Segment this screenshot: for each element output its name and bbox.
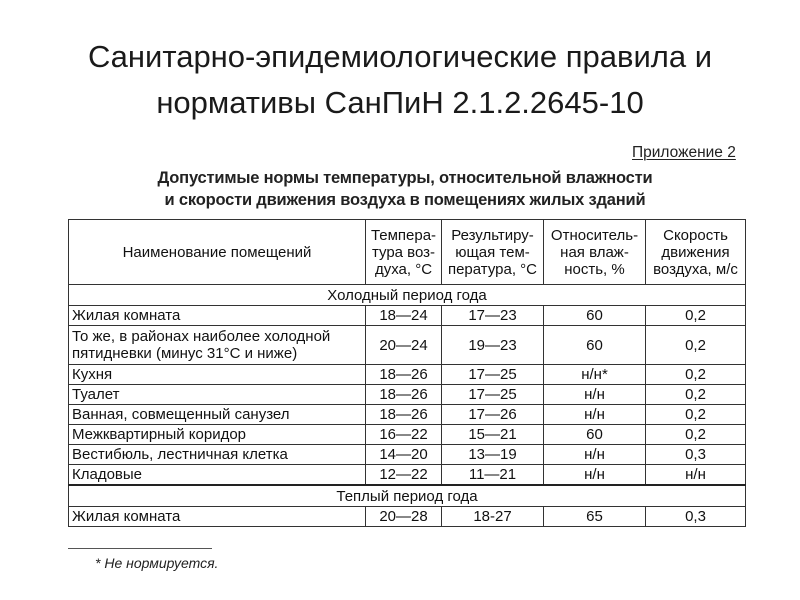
room-name: Жилая комната: [69, 507, 366, 527]
result-temp-value: 17—25: [442, 385, 544, 405]
air-speed-value: 0,2: [646, 405, 746, 425]
air-temp-value: 20—28: [366, 507, 442, 527]
air-temp-value: 12—22: [366, 465, 442, 486]
table-title: [60, 167, 750, 211]
air-speed-value: 0,2: [646, 306, 746, 326]
humidity-value: н/н: [544, 445, 646, 465]
result-temp-value: 13—19: [442, 445, 544, 465]
table-row: [69, 326, 746, 365]
header-air-speed-line: движения: [661, 243, 730, 261]
air-speed-value: 0,2: [646, 326, 746, 365]
header-humidity-line: ность, %: [564, 260, 625, 278]
table-row: [69, 365, 746, 385]
humidity-value: 60: [544, 306, 646, 326]
table-row: [69, 405, 746, 425]
period-label-cold: Холодный период года: [69, 285, 746, 306]
table-header-row: [69, 220, 746, 285]
table-row: [69, 306, 746, 326]
header-humidity-line: Относитель-: [550, 226, 639, 244]
room-name: Межквартирный коридор: [69, 425, 366, 445]
result-temp-value: 18-27: [442, 507, 544, 527]
air-temp-value: 18—26: [366, 385, 442, 405]
air-temp-value: 20—24: [366, 326, 442, 365]
room-name: Туалет: [69, 385, 366, 405]
period-row-cold: [69, 285, 746, 306]
table-row: [69, 465, 746, 486]
room-name: [69, 326, 366, 365]
table-title-line-1: Допустимые нормы температуры, относительной влажности: [157, 169, 653, 187]
humidity-value: н/н: [544, 385, 646, 405]
footnote-divider: [68, 548, 212, 549]
room-name-line: То же, в районах наиболее холодной: [72, 328, 331, 345]
humidity-value: н/н: [544, 465, 646, 486]
header-air-speed: [646, 220, 746, 285]
room-name: Кладовые: [69, 465, 366, 486]
air-temp-value: 18—24: [366, 306, 442, 326]
header-air-speed-line: воздуха, м/с: [653, 260, 738, 278]
air-speed-value: 0,2: [646, 425, 746, 445]
humidity-value: 60: [544, 326, 646, 365]
room-name: Ванная, совмещенный санузел: [69, 405, 366, 425]
result-temp-value: 19—23: [442, 326, 544, 365]
period-row-warm: [69, 485, 746, 507]
header-air-temp-line: Темпера-: [370, 226, 437, 244]
slide-title: [0, 34, 800, 126]
header-humidity: [544, 220, 646, 285]
result-temp-value: 17—26: [442, 405, 544, 425]
result-temp-value: 15—21: [442, 425, 544, 445]
header-result-temp: [442, 220, 544, 285]
air-speed-value: 0,2: [646, 365, 746, 385]
air-speed-value: 0,3: [646, 507, 746, 527]
result-temp-value: 11—21: [442, 465, 544, 486]
air-temp-value: 14—20: [366, 445, 442, 465]
header-air-temp-line: тура воз-: [371, 243, 436, 261]
norms-table: [68, 219, 746, 527]
slide-title-line-1: Санитарно-эпидемиологические правила и: [87, 39, 713, 74]
air-temp-value: 16—22: [366, 425, 442, 445]
table-row: [69, 507, 746, 527]
table-row: [69, 385, 746, 405]
header-result-temp-line: Результиру-: [451, 226, 534, 244]
humidity-value: 60: [544, 425, 646, 445]
footnote: * Не нормируется.: [95, 555, 219, 571]
appendix-label: Приложение 2: [632, 144, 736, 161]
air-speed-value: 0,2: [646, 385, 746, 405]
air-speed-value: 0,3: [646, 445, 746, 465]
air-temp-value: 18—26: [366, 405, 442, 425]
humidity-value: н/н: [544, 405, 646, 425]
header-air-speed-line: Скорость: [663, 226, 728, 244]
table-row: [69, 425, 746, 445]
table-title-line-2: и скорости движения воздуха в помещениях жилых зданий: [164, 191, 646, 209]
room-name: Кухня: [69, 365, 366, 385]
room-name-line: пятидневки (минус 31°С и ниже): [72, 345, 298, 362]
header-result-temp-line: ющая тем-: [455, 243, 530, 261]
humidity-value: 65: [544, 507, 646, 527]
header-result-temp-line: пература, °С: [447, 260, 538, 278]
header-air-temp: [366, 220, 442, 285]
result-temp-value: 17—25: [442, 365, 544, 385]
air-speed-value: н/н: [646, 465, 746, 486]
result-temp-value: 17—23: [442, 306, 544, 326]
header-room-name: Наименование помещений: [69, 220, 366, 285]
air-temp-value: 18—26: [366, 365, 442, 385]
room-name: Жилая комната: [69, 306, 366, 326]
room-name: Вестибюль, лестничная клетка: [69, 445, 366, 465]
slide-title-line-2: нормативы СанПиН 2.1.2.2645-10: [156, 85, 644, 120]
humidity-value: н/н*: [544, 365, 646, 385]
header-air-temp-line: духа, °С: [374, 260, 433, 278]
header-humidity-line: ная влаж-: [560, 243, 629, 261]
table-row: [69, 445, 746, 465]
period-label-warm: Теплый период года: [69, 485, 746, 507]
